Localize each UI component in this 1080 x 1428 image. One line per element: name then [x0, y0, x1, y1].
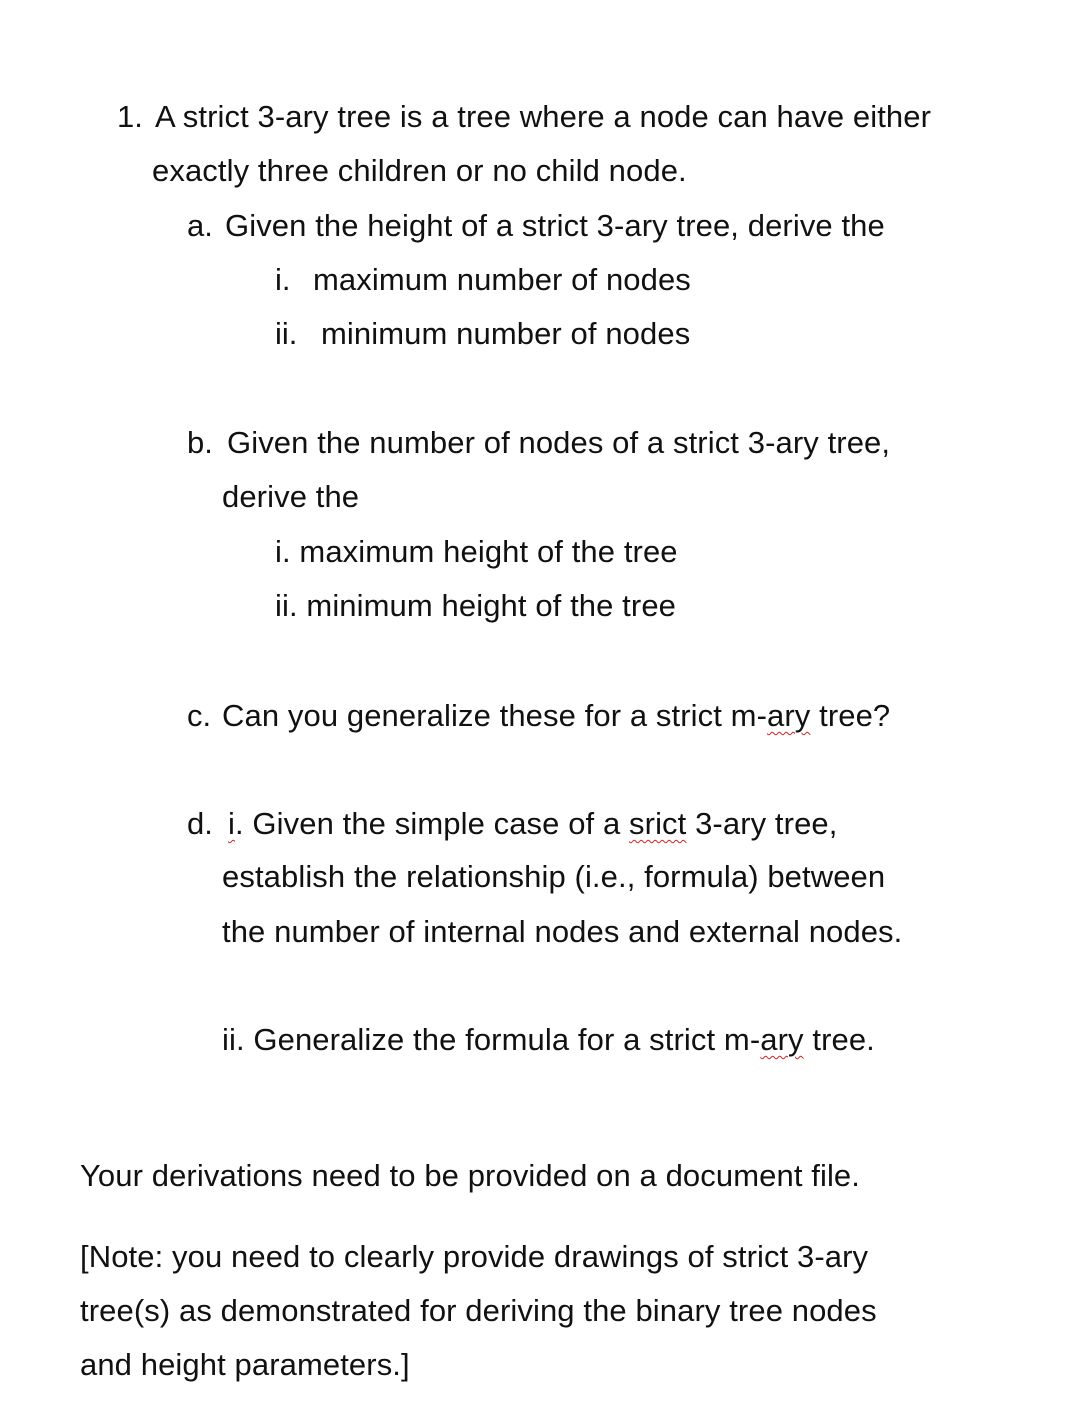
part-a-i-label: i.	[275, 262, 291, 297]
question-stem-line-2: exactly three children or no child node.	[152, 153, 687, 188]
part-d-i-line-1-a: . Given the simple case of a	[235, 806, 630, 841]
spellcheck-underline-ary-2: ary	[760, 1022, 804, 1057]
part-d-ii-before: ii. Generalize the formula for a strict m-	[222, 1022, 761, 1057]
part-a-text: Given the height of a strict 3-ary tree, derive the	[225, 208, 885, 243]
part-c-text-after: tree?	[810, 698, 891, 733]
part-d-ii-after: tree.	[803, 1022, 875, 1057]
part-a-ii-text: minimum number of nodes	[321, 316, 691, 351]
part-b-label: b.	[187, 425, 213, 460]
part-b-i-text: i. maximum height of the tree	[275, 534, 678, 569]
spellcheck-underline-i: i	[228, 806, 235, 841]
part-d-i-line-2: establish the relationship (i.e., formula) between	[222, 859, 886, 894]
part-c-text-before: Can you generalize these for a strict m-	[222, 698, 768, 733]
note-line-1: [Note: you need to clearly provide drawings of strict 3-ary	[80, 1239, 869, 1274]
part-a-i-text: maximum number of nodes	[313, 262, 691, 297]
part-d-label: d.	[187, 806, 213, 841]
part-d-i-line-1-b: 3-ary tree,	[686, 806, 838, 841]
derivations-instruction: Your derivations need to be provided on a document file.	[80, 1158, 860, 1193]
part-a-ii-label: ii.	[275, 316, 298, 351]
part-d-i-line-3: the number of internal nodes and external nodes.	[222, 914, 903, 949]
part-c-label: c.	[187, 698, 212, 733]
spellcheck-underline-ary: ary	[767, 698, 811, 733]
part-d-ii-text	[222, 1020, 875, 1060]
part-b-text-line-1: Given the number of nodes of a strict 3-ary tree,	[227, 425, 891, 460]
note-line-2: tree(s) as demonstrated for deriving the binary tree nodes	[80, 1293, 877, 1328]
part-b-ii-text: ii. minimum height of the tree	[275, 588, 677, 623]
part-a-label: a.	[187, 208, 213, 243]
part-d-i-line-1	[228, 804, 837, 844]
part-c-text	[222, 696, 890, 736]
note-line-3: and height parameters.]	[80, 1347, 410, 1382]
question-stem-line-1: A strict 3-ary tree is a tree where a node can have either	[155, 99, 932, 134]
question-number: 1.	[117, 99, 143, 134]
part-b-text-line-2: derive the	[222, 479, 360, 514]
spellcheck-underline-srict: srict	[629, 806, 687, 841]
